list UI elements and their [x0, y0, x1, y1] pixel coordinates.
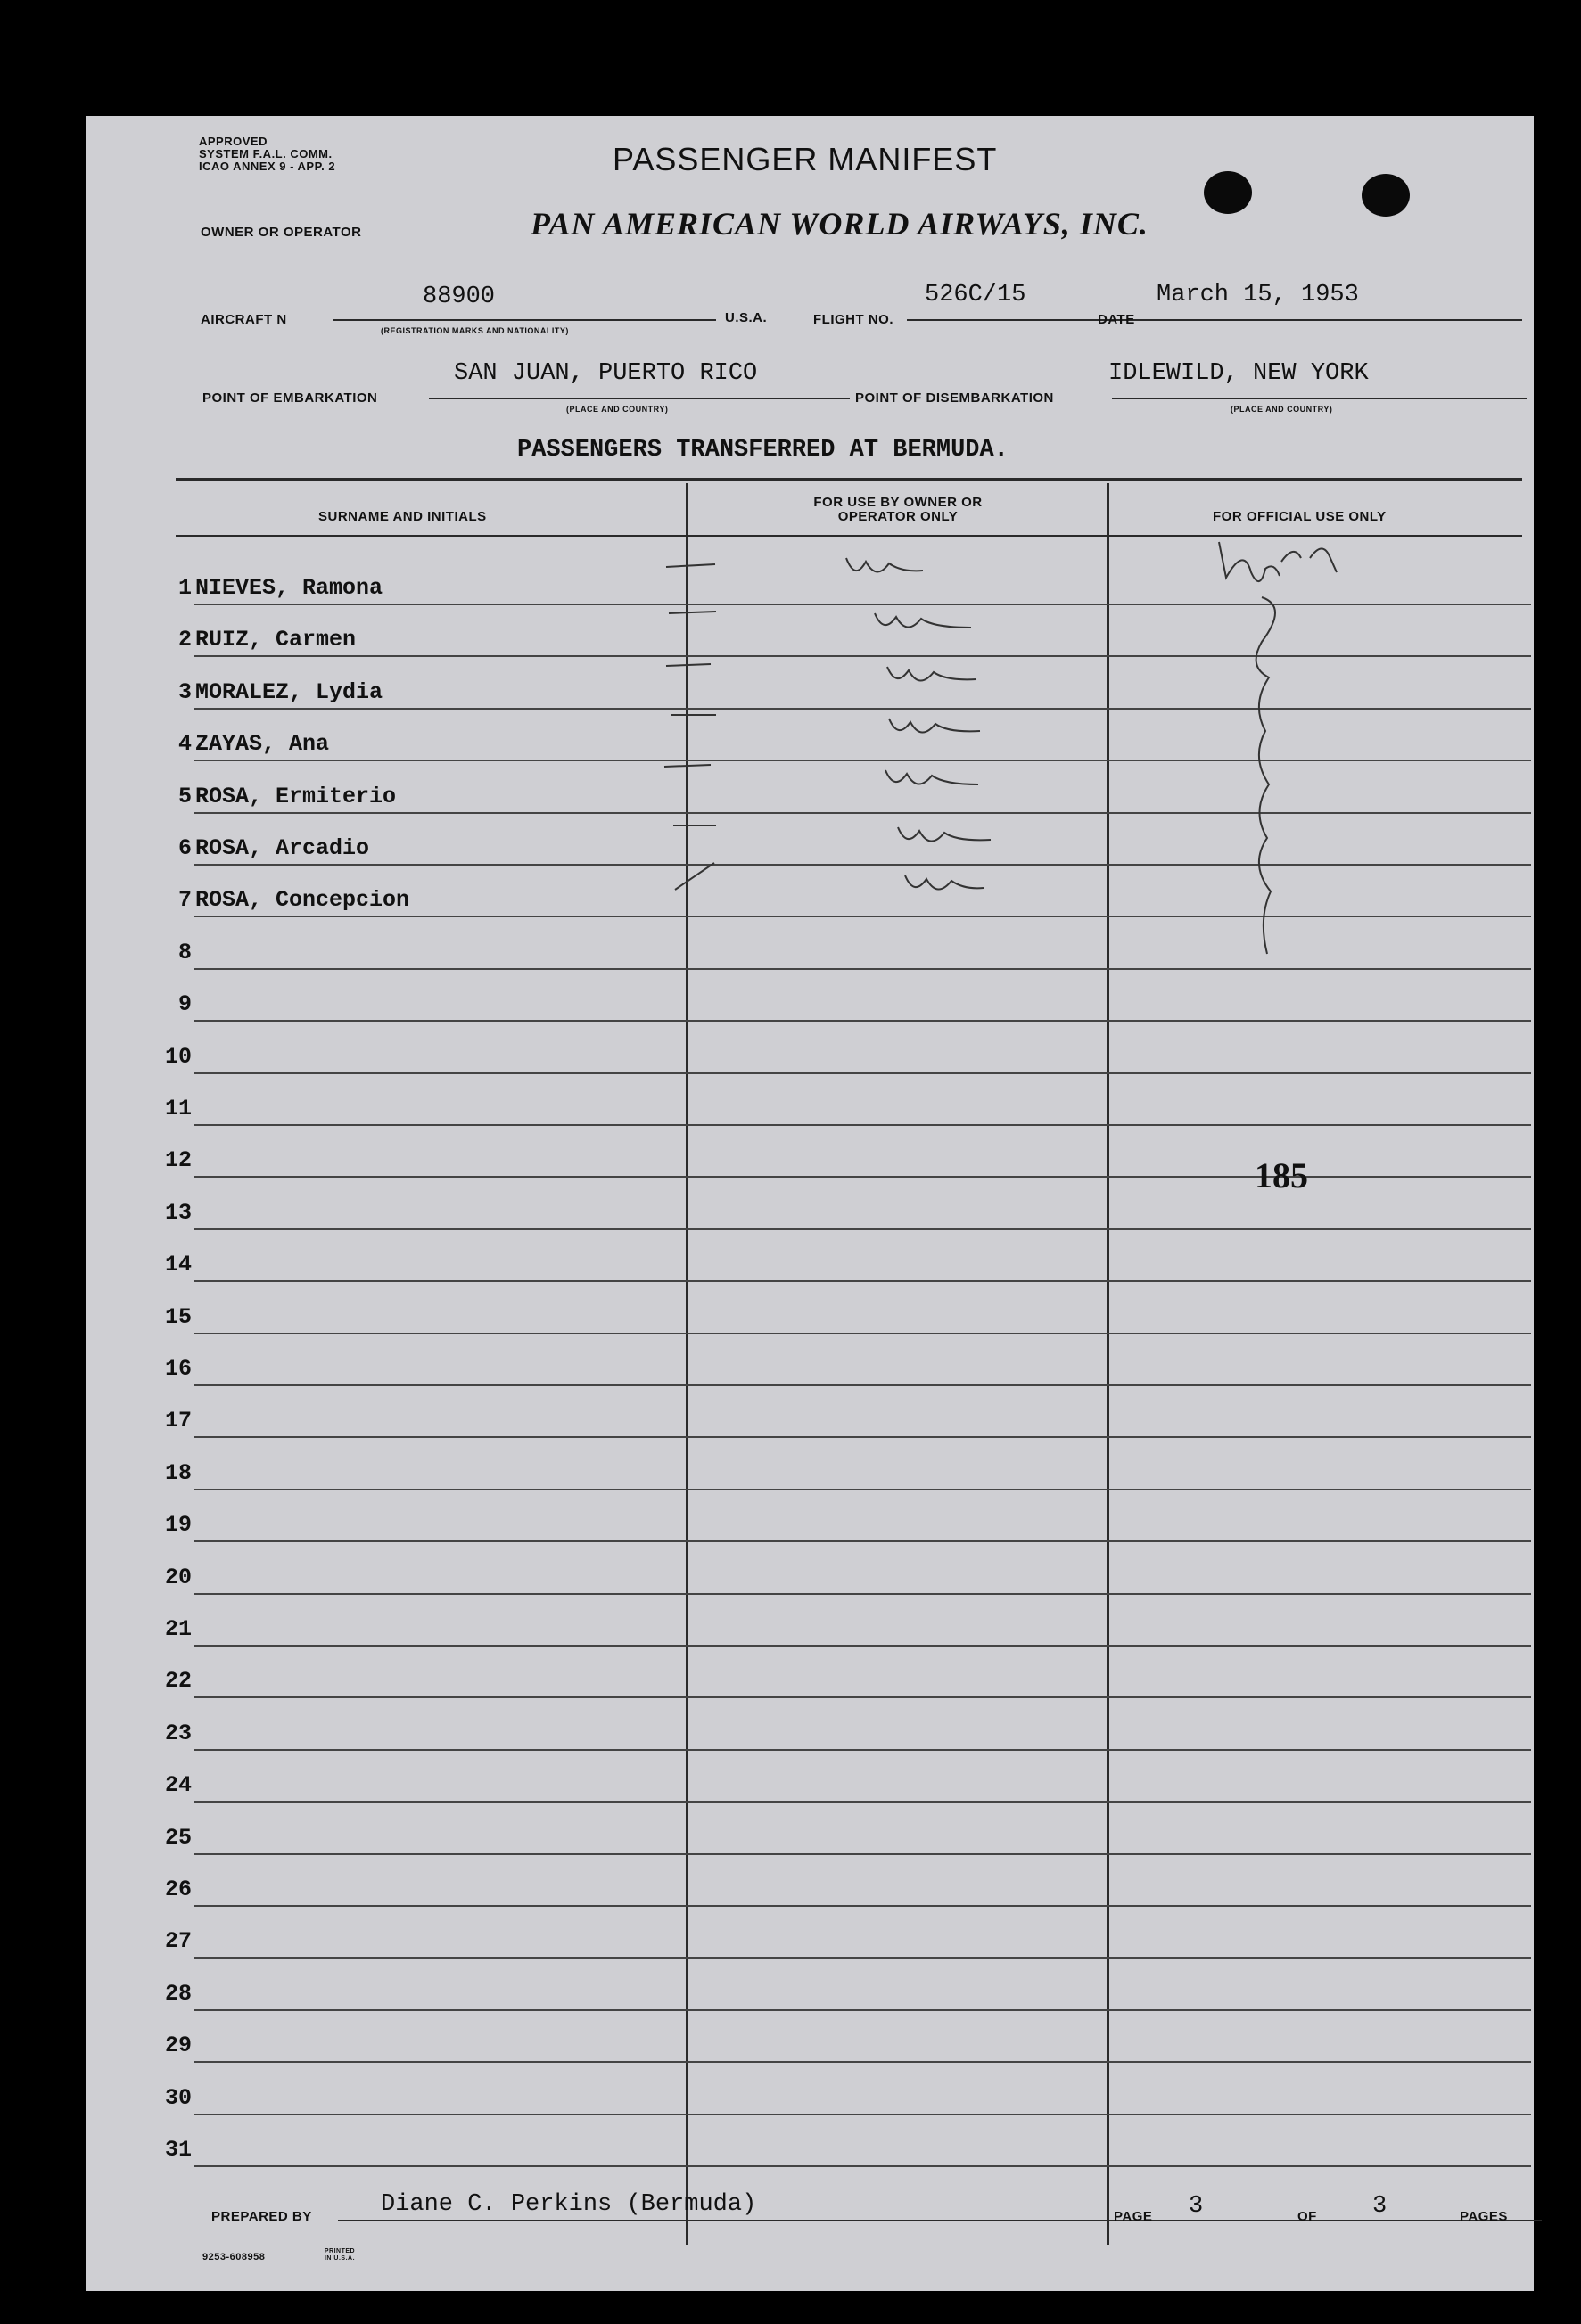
row-number: 6: [177, 835, 192, 861]
initials-mark: [875, 613, 971, 628]
row-number: 10: [164, 1043, 192, 1070]
check-mark: [675, 863, 714, 890]
row-number: 25: [164, 1824, 192, 1851]
passenger-name: MORALEZ, Lydia: [195, 678, 383, 705]
initials-mark: [846, 558, 923, 572]
registration-caption: (REGISTRATION MARKS AND NATIONALITY): [381, 326, 569, 335]
official-brace: [1256, 597, 1275, 954]
check-mark: [669, 612, 716, 613]
embarkation-place: SAN JUAN, PUERTO RICO: [454, 360, 758, 387]
row-number: 15: [164, 1303, 192, 1330]
official-stamp-number: 185: [1255, 1155, 1308, 1195]
initials-mark: [887, 667, 976, 681]
row-number: 22: [164, 1668, 192, 1695]
row-number: 3: [177, 678, 192, 705]
row-number: 12: [164, 1147, 192, 1174]
prepared-by: Diane C. Perkins (Bermuda): [381, 2191, 757, 2218]
row-number: 27: [164, 1928, 192, 1955]
row-number: 26: [164, 1876, 192, 1902]
passenger-name: ROSA, Concepcion: [195, 887, 410, 914]
disembarkation-place: IDLEWILD, NEW YORK: [1108, 360, 1369, 387]
row-number: 8: [177, 939, 192, 965]
row-number: 23: [164, 1720, 192, 1746]
row-number: 16: [164, 1356, 192, 1382]
initials-mark: [885, 770, 978, 784]
approval-line: ICAO ANNEX 9 - APP. 2: [199, 160, 336, 173]
prepared-label: PREPARED BY: [211, 2209, 312, 2224]
row-number: 29: [164, 2032, 192, 2059]
initials-mark: [905, 875, 984, 890]
disembarkation-label: POINT OF DISEMBARKATION: [855, 390, 1054, 406]
row-number: 17: [164, 1408, 192, 1434]
row-number: 20: [164, 1564, 192, 1590]
header-operator: FOR USE BY OWNER OR OPERATOR ONLY: [813, 495, 983, 524]
passenger-name: RUIZ, Carmen: [195, 627, 357, 653]
passenger-name: ROSA, Arcadio: [195, 835, 370, 861]
header-surname: SURNAME AND INITIALS: [318, 509, 487, 524]
check-mark: [664, 765, 711, 767]
flight-label: FLIGHT NO.: [813, 312, 893, 327]
page-number: 3: [1189, 2193, 1204, 2220]
flight-number: 526C/15: [925, 282, 1026, 308]
of-label: OF: [1297, 2209, 1317, 2224]
country-label: U.S.A.: [725, 310, 768, 325]
passenger-name: ROSA, Ermiterio: [195, 783, 397, 809]
place-caption: (PLACE AND COUNTRY): [1231, 405, 1333, 414]
row-number: 21: [164, 1616, 192, 1642]
row-number: 4: [177, 731, 192, 758]
header-official: FOR OFFICIAL USE ONLY: [1213, 509, 1387, 524]
footer-underline: [338, 2220, 1542, 2221]
form-number: 9253-608958: [202, 2252, 266, 2262]
initials-mark: [898, 827, 991, 842]
row-number: 14: [164, 1252, 192, 1278]
aircraft-number: 88900: [423, 283, 496, 310]
manifest-sheet: [86, 116, 1534, 2291]
approval-line: SYSTEM F.A.L. COMM.: [199, 147, 333, 160]
row-number: 30: [164, 2084, 192, 2111]
date-label: DATE: [1098, 312, 1135, 327]
handwritten-marks: [86, 116, 1534, 2291]
row-number: 7: [177, 887, 192, 914]
aircraft-label: AIRCRAFT N: [201, 312, 287, 327]
pages-label: PAGES: [1460, 2209, 1508, 2224]
official-initials: [1219, 542, 1337, 581]
row-number: 1: [177, 575, 192, 601]
printed-note: PRINTED IN U.S.A.: [324, 2248, 356, 2262]
operator-label: OWNER OR OPERATOR: [201, 225, 362, 240]
operator-name: PAN AMERICAN WORLD AIRWAYS, INC.: [531, 206, 1149, 242]
check-mark: [666, 664, 711, 666]
total-pages: 3: [1372, 2193, 1387, 2220]
row-number: 31: [164, 2137, 192, 2163]
row-number: 13: [164, 1199, 192, 1226]
row-number: 11: [164, 1096, 192, 1121]
passenger-name: NIEVES, Ramona: [195, 575, 383, 601]
initials-mark: [889, 719, 980, 733]
place-caption: (PLACE AND COUNTRY): [566, 405, 669, 414]
manifest-title: PASSENGER MANIFEST: [613, 141, 998, 177]
transfer-note: PASSENGERS TRANSFERRED AT BERMUDA.: [517, 437, 1009, 464]
row-number: 19: [164, 1512, 192, 1539]
flight-date: March 15, 1953: [1157, 282, 1359, 308]
row-number: 5: [177, 783, 192, 809]
row-number: 18: [164, 1459, 192, 1486]
approval-line: APPROVED: [199, 135, 268, 148]
check-mark: [666, 564, 715, 567]
passenger-name: ZAYAS, Ana: [195, 731, 330, 758]
row-number: 2: [177, 627, 192, 653]
row-number: 9: [177, 991, 192, 1018]
row-number: 28: [164, 1980, 192, 2007]
row-number: 24: [164, 1772, 192, 1799]
page-label: PAGE: [1114, 2209, 1153, 2224]
embarkation-label: POINT OF EMBARKATION: [202, 390, 378, 406]
